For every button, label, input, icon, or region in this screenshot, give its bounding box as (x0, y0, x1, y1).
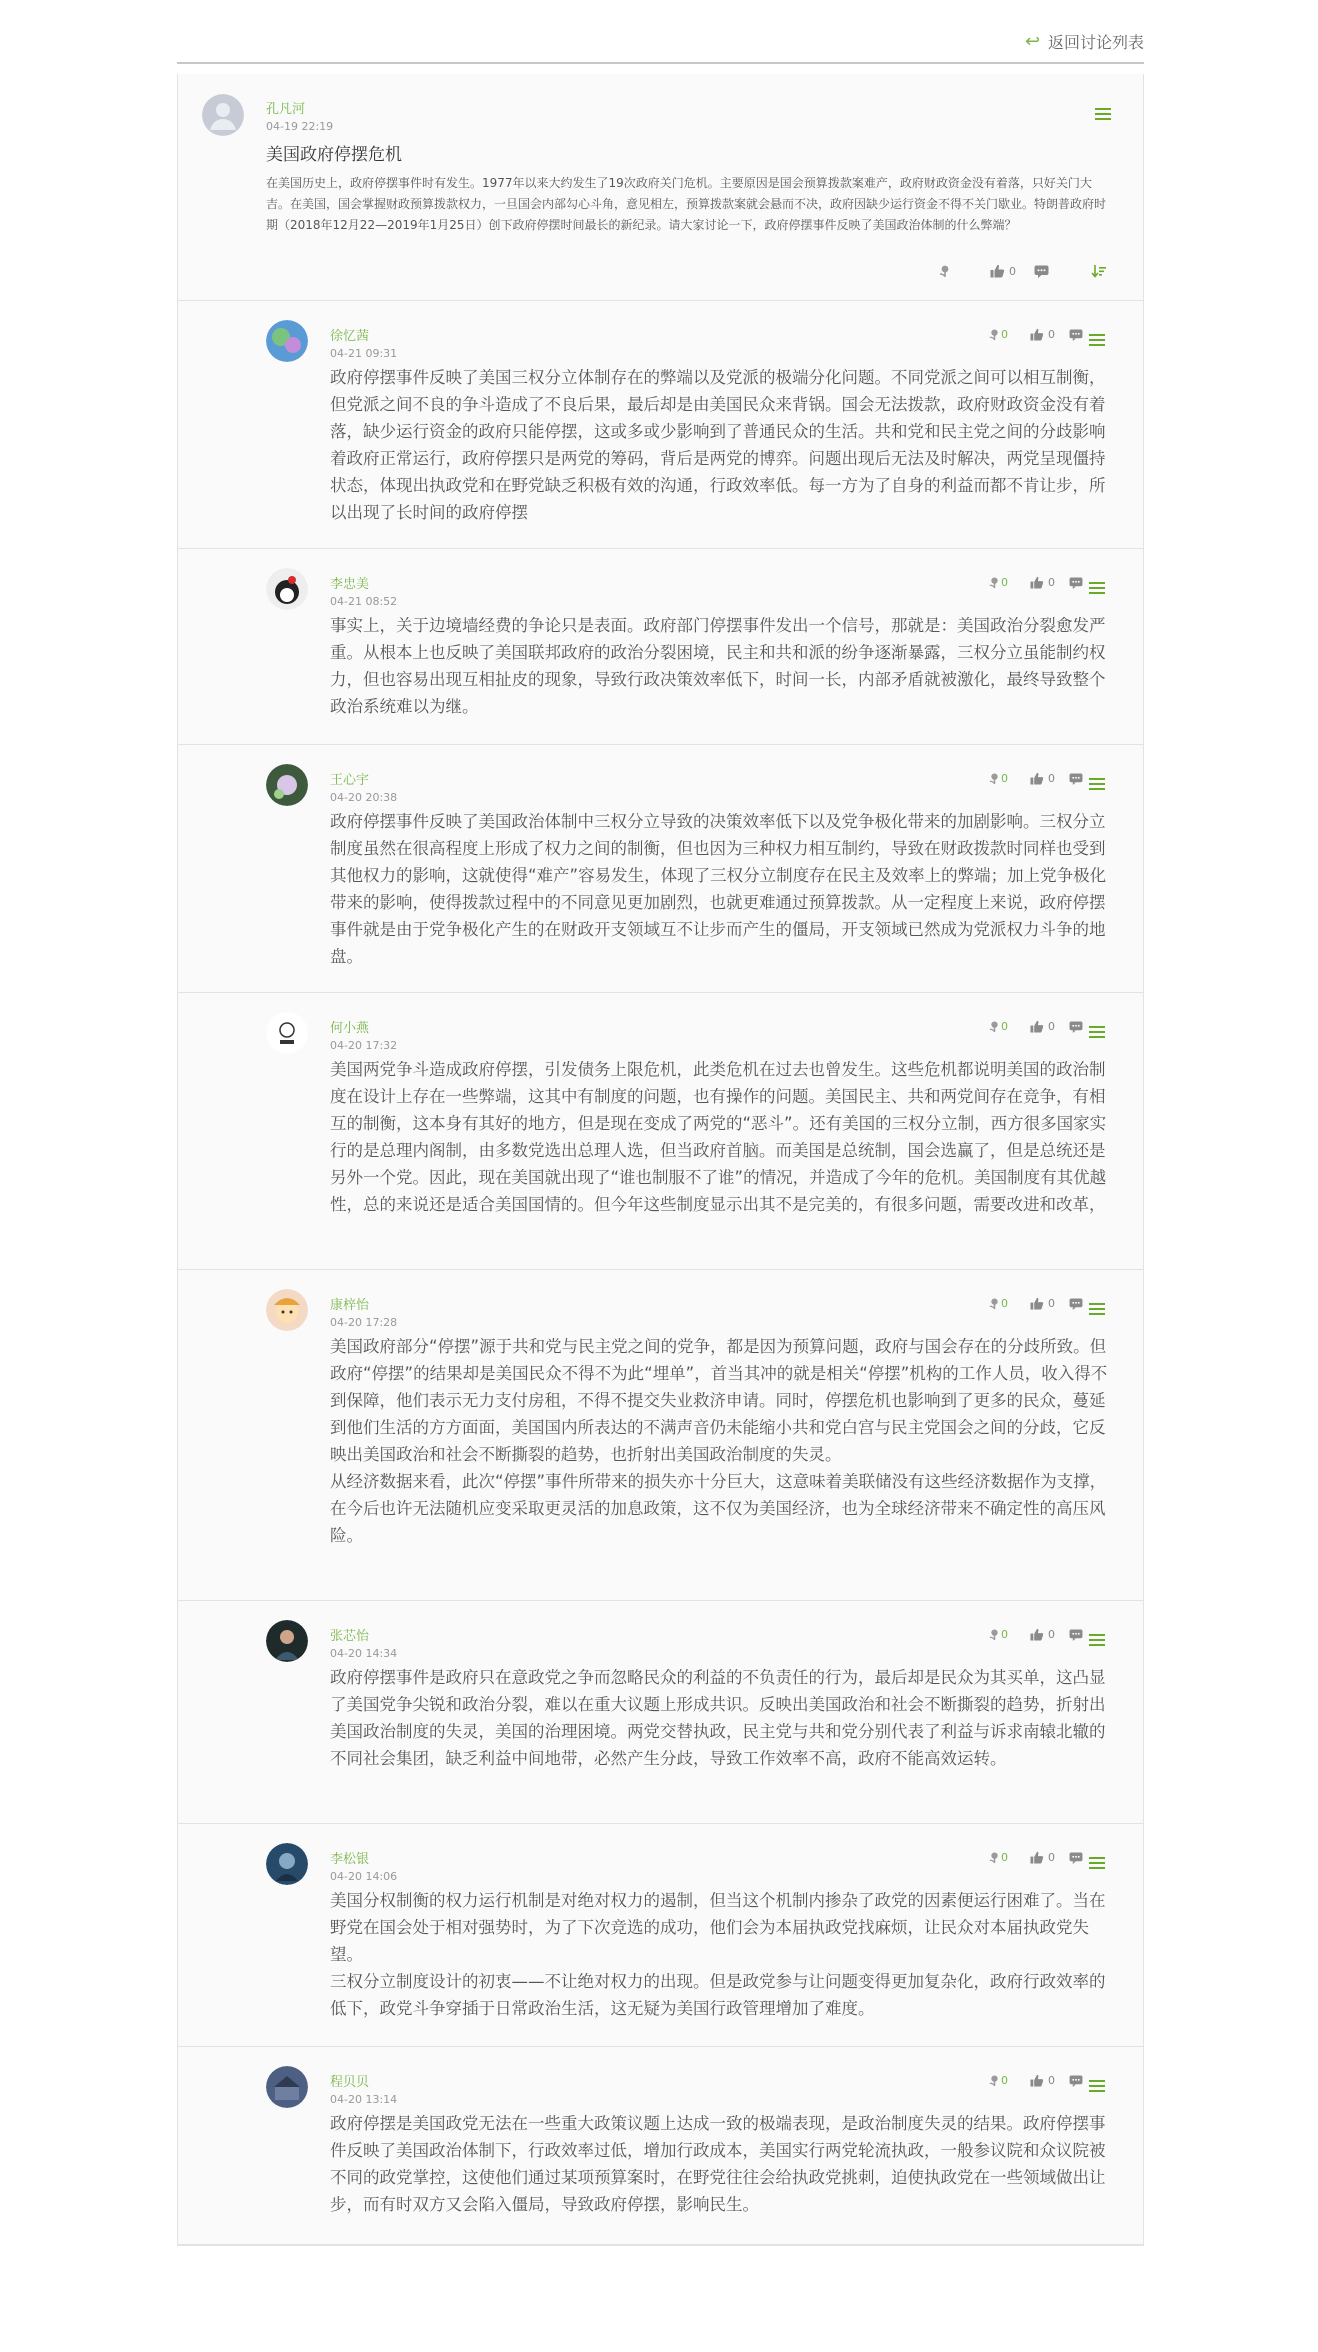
reply-time: 04-20 14:34 (330, 1647, 398, 1660)
back-to-list-link[interactable] (1025, 30, 1144, 53)
avatar[interactable] (202, 94, 244, 136)
flower-count: 0 (1001, 1851, 1008, 1864)
flower-icon (988, 328, 1001, 341)
page (177, 0, 1144, 2246)
comment-button[interactable] (1069, 773, 1083, 785)
reply-paragraph: 从经济数据来看，此次“停摆”事件所带来的损失亦十分巨大，这意味着美联储没有这些经济数据作为支撑，在今后也许无法随机应变采取更灵活的加息政策，这不仅为美国经济，也为全球经济带来不确定性的高压风险。 (330, 1472, 1107, 1545)
reply-actions (988, 772, 1083, 785)
reply-author[interactable]: 何小燕 (330, 1021, 370, 1036)
reply-body (330, 2110, 1117, 2218)
thumbs-up-icon (1030, 576, 1044, 589)
reply-paragraph: 政府停摆事件是政府只在意政党之争而忽略民众的利益的不负责任的行为，最后却是民众为其买单，这凸显了美国党争尖锐和政治分裂，难以在重大议题上形成共识。反映出美国政治和社会不断撕裂的趋势，折射出美国政治制度的失灵，美国的治理困境。两党交替执政，民主党与共和党分别代表了利益与诉求南辕北辙的不同社会集团，缺乏利益中间地带，必然产生分歧，导致工作效率不高，政府不能高效运转。 (330, 1668, 1106, 1768)
avatar[interactable] (266, 1620, 308, 1662)
reply-list (178, 301, 1143, 2245)
comment-icon (1069, 577, 1083, 589)
sort-button[interactable] (1091, 264, 1107, 278)
reply-time: 04-20 17:32 (330, 1039, 398, 1052)
reply-paragraph: 事实上，关于边境墙经费的争论只是表面。政府部门停摆事件发出一个信号，那就是：美国政治分裂愈发严重。从根本上也反映了美国联邦政府的政治分裂困境，民主和共和派的纷争逐渐暴露，三权分立虽能制约权力，但也容易出现互相扯皮的现象，导致行政决策效率低下，时间一长，内部矛盾就被激化，最终导致整个政治系统难以为继。 (330, 616, 1106, 716)
thumbs-up-icon (1030, 1297, 1044, 1310)
reply-actions (988, 1020, 1083, 1033)
reply-time: 04-20 13:14 (330, 2093, 398, 2106)
like-count: 0 (1048, 1628, 1055, 1641)
like-button[interactable] (1030, 772, 1055, 785)
comment-button[interactable] (1069, 329, 1083, 341)
flower-icon (988, 1851, 1001, 1864)
like-button[interactable] (1030, 2074, 1055, 2087)
reply-actions (988, 1297, 1083, 1310)
like-count: 0 (1048, 772, 1055, 785)
reply-author[interactable]: 徐忆茜 (330, 329, 370, 344)
reply-menu-icon[interactable] (1089, 778, 1105, 790)
like-count: 0 (1048, 576, 1055, 589)
reply-author[interactable]: 张芯怡 (330, 1629, 370, 1644)
comment-button[interactable] (1069, 1021, 1083, 1033)
flower-button[interactable] (988, 1020, 1008, 1033)
reply-actions (988, 328, 1083, 341)
reply-body (330, 1887, 1117, 2022)
reply-post (178, 1601, 1143, 1824)
flower-count: 0 (1001, 1297, 1008, 1310)
flower-count: 0 (1001, 772, 1008, 785)
comment-button[interactable] (1069, 2075, 1083, 2087)
flower-button[interactable] (988, 2074, 1008, 2087)
like-count: 0 (1009, 264, 1016, 278)
reply-actions (988, 2074, 1083, 2087)
like-count: 0 (1048, 1297, 1055, 1310)
reply-actions (988, 1851, 1083, 1864)
like-count: 0 (1048, 1851, 1055, 1864)
comment-button[interactable] (1034, 265, 1049, 278)
reply-paragraph: 政府停摆事件反映了美国政治体制中三权分立导致的决策效率低下以及党争极化带来的加剧影响。三权分立制度虽然在很高程度上形成了权力之间的制衡，但也因为三种权力相互制约，导致在财政拨款时同样也受到其他权力的影响，这就使得“难产”容易发生，体现了三权分立制度存在民主及效率上的弊端；加上党争极化带来的影响，使得拨款过程中的不同意见更加剧烈，也就更难通过预算拨款。从一定程度上来说，政府停摆事件就是由于党争极化产生的在财政开支领域互不让步而产生的僵局，开支领域已然成为党派权力斗争的地盘。 (330, 812, 1107, 966)
flower-icon (988, 1628, 1001, 1641)
avatar[interactable] (266, 764, 308, 806)
reply-body (330, 1333, 1117, 1549)
thumbs-up-icon (1030, 1020, 1044, 1033)
reply-post (178, 745, 1143, 993)
reply-body (330, 364, 1117, 526)
flower-icon (988, 576, 1001, 589)
comment-icon (1069, 1629, 1083, 1641)
comment-icon (1069, 1298, 1083, 1310)
reply-menu-icon[interactable] (1089, 2080, 1105, 2092)
thumbs-up-icon (1030, 328, 1044, 341)
reply-author[interactable]: 王心宇 (330, 773, 370, 788)
reply-menu-icon[interactable] (1089, 334, 1105, 346)
flower-icon (988, 1020, 1001, 1033)
user-avatar-image (266, 1289, 308, 1331)
comment-icon (1069, 1852, 1083, 1864)
reply-post (178, 301, 1143, 549)
flower-count: 0 (1001, 328, 1008, 341)
flower-button[interactable] (988, 1297, 1008, 1310)
reply-author[interactable]: 李忠美 (330, 577, 370, 592)
comment-icon (1034, 265, 1049, 278)
like-button[interactable] (1030, 1297, 1055, 1310)
comment-button[interactable] (1069, 1298, 1083, 1310)
reply-menu-icon[interactable] (1089, 1857, 1105, 1869)
topic-author[interactable]: 孔凡河 (266, 102, 306, 117)
like-button[interactable] (1030, 328, 1055, 341)
like-count: 0 (1048, 2074, 1055, 2087)
flower-button[interactable] (988, 328, 1008, 341)
thumbs-up-icon (1030, 772, 1044, 785)
user-avatar-image (266, 764, 308, 806)
reply-paragraph: 政府停摆是美国政党无法在一些重大政策议题上达成一致的极端表现，是政治制度失灵的结果。政府停摆事件反映了美国政治体制下，行政效率过低，增加行政成本，美国实行两党轮流执政，一般参议院和众议院被不同的政党掌控，这使他们通过某项预算案时，在野党往往会给执政党挑刺，迫使执政党在一些领域做出让步，而有时双方又会陷入僵局，导致政府停摆，影响民生。 (330, 2114, 1106, 2214)
reply-post (178, 1270, 1143, 1601)
comment-icon (1069, 2075, 1083, 2087)
flower-count: 0 (1001, 1020, 1008, 1033)
flower-icon (988, 772, 1001, 785)
reply-paragraph: 三权分立制度设计的初衷——不让绝对权力的出现。但是政党参与让问题变得更加复杂化，政府行政效率的低下，政党斗争穿插于日常政治生活，这无疑为美国行政管理增加了难度。 (330, 1972, 1106, 2018)
like-button[interactable] (1030, 576, 1055, 589)
user-avatar-image (266, 1012, 308, 1054)
comment-icon (1069, 773, 1083, 785)
like-button[interactable] (1030, 1020, 1055, 1033)
user-avatar-image (266, 1843, 308, 1885)
thumbs-up-icon (1030, 2074, 1044, 2087)
reply-post (178, 549, 1143, 745)
flower-count: 0 (1001, 2074, 1008, 2087)
topic-body: 在美国历史上，政府停摆事件时有发生。1977年以来大约发生了19次政府关门危机。主要原因是国会预算拨款案难产，政府财政资金没有着落，只好关门大吉。在美国，国会掌握财政预算拨款权力，一旦国会内部勾心斗角，意见相左，预算拨款案就会悬而不决，政府因缺少运行资金不得不关门歇业。特朗普政府时期（2018年12月22—2019年1月25日）创下政府停摆时间最长的新纪录。请大家讨论一下，政府停摆事件反映了美国政治体制的什么弊端？ (266, 176, 1107, 232)
default-avatar-icon (202, 94, 244, 136)
reply-body (330, 612, 1117, 720)
avatar[interactable] (266, 1843, 308, 1885)
reply-post (178, 2047, 1143, 2245)
avatar[interactable] (266, 320, 308, 362)
topic-post (178, 74, 1143, 301)
reply-paragraph: 美国政府部分“停摆”源于共和党与民主党之间的党争，都是因为预算问题，政府与国会存在的分歧所致。但政府“停摆”的结果却是美国民众不得不为此“埋单”，首当其冲的就是相关“停摆”机构的工作人员，收入得不到保障，他们表示无力支付房租，不得不提交失业救济申请。同时，停摆危机也影响到了更多的民众，蔓延到他们生活的方方面面，美国国内所表达的不满声音仍未能缩小共和党白宫与民主党国会之间的分歧，它反映出美国政治和社会不断撕裂的趋势，也折射出美国政治制度的失灵。 (330, 1337, 1108, 1464)
reply-time: 04-20 20:38 (330, 791, 398, 804)
user-avatar-image (266, 1620, 308, 1662)
user-avatar-image (266, 320, 308, 362)
like-count: 0 (1048, 328, 1055, 341)
avatar[interactable] (266, 568, 308, 610)
flower-count: 0 (1001, 1628, 1008, 1641)
flower-icon (988, 1297, 1001, 1310)
reply-body (330, 1056, 1117, 1218)
thumbs-up-icon (990, 264, 1005, 278)
comment-button[interactable] (1069, 1629, 1083, 1641)
reply-time: 04-21 08:52 (330, 595, 398, 608)
like-button[interactable] (1030, 1628, 1055, 1641)
topic-menu-icon[interactable] (1095, 108, 1111, 120)
reply-author[interactable]: 程贝贝 (330, 2075, 370, 2090)
avatar[interactable] (266, 1289, 308, 1331)
reply-actions (988, 1628, 1083, 1641)
top-bar (177, 0, 1144, 64)
like-button[interactable] (1030, 1851, 1055, 1864)
comment-button[interactable] (1069, 1852, 1083, 1864)
like-count: 0 (1048, 1020, 1055, 1033)
reply-paragraph: 美国两党争斗造成政府停摆，引发债务上限危机，此类危机在过去也曾发生。这些危机都说明美国的政治制度在设计上存在一些弊端，这其中有制度的问题，也有操作的问题。美国民主、共和两党间存在竞争，有相互的制衡，这本身有其好的地方，但是现在变成了两党的“恶斗”。还有美国的三权分立制，西方很多国家实行的是总理内阁制，由多数党选出总理人选，但当政府首脑。而美国是总统制，国会选赢了，但是总统还是另外一个党。因此，现在美国就出现了“谁也制服不了谁”的情况，并造成了今年的危机。美国制度有其优越性，总的来说还是适合美国国情的。但今年这些制度显示出其不是完美的，有很多问题，需要改进和改革， (330, 1060, 1107, 1214)
flower-button[interactable] (988, 1851, 1008, 1864)
reply-paragraph: 政府停摆事件反映了美国三权分立体制存在的弊端以及党派的极端分化问题。不同党派之间可以相互制衡，但党派之间不良的争斗造成了不良后果，最后却是由美国民众来背锅。国会无法拨款，政府财政资金没有着落，缺少运行资金的政府只能停摆，这或多或少影响到了普通民众的生活。共和党和民主党之间的分歧影响着政府正常运行，政府停摆只是两党的筹码，背后是两党的博弈。问题出现后无法及时解决，两党呈现僵持状态，体现出执政党和在野党缺乏积极有效的沟通，行政效率低。每一方为了自身的利益而都不肯让步，所以出现了长时间的政府停摆 (330, 368, 1106, 522)
reply-post (178, 993, 1143, 1270)
topic-title: 美国政府停摆危机 (266, 145, 402, 165)
reply-body (330, 1664, 1117, 1772)
user-avatar-image (266, 2066, 308, 2108)
back-label: 返回讨论列表 (1047, 33, 1144, 52)
like-button[interactable] (990, 264, 1016, 278)
reply-time: 04-20 17:28 (330, 1316, 398, 1329)
reply-menu-icon[interactable] (1089, 1026, 1105, 1038)
flower-button[interactable] (938, 264, 952, 278)
reply-author[interactable]: 李松银 (330, 1852, 370, 1867)
reply-actions (988, 576, 1083, 589)
flower-icon (938, 264, 952, 278)
reply-time: 04-21 09:31 (330, 347, 398, 360)
avatar[interactable] (266, 1012, 308, 1054)
flower-icon (988, 2074, 1001, 2087)
comment-icon (1069, 1021, 1083, 1033)
reply-post (178, 1824, 1143, 2047)
thumbs-up-icon (1030, 1851, 1044, 1864)
reply-author[interactable]: 康梓怡 (330, 1298, 370, 1313)
avatar[interactable] (266, 2066, 308, 2108)
reply-menu-icon[interactable] (1089, 1634, 1105, 1646)
comment-icon (1069, 329, 1083, 341)
sort-down-icon (1091, 264, 1107, 278)
flower-count: 0 (1001, 576, 1008, 589)
reply-menu-icon[interactable] (1089, 1303, 1105, 1315)
discussion-board (177, 74, 1144, 2246)
flower-button[interactable] (988, 576, 1008, 589)
back-arrow-icon: ↪ (1024, 31, 1040, 52)
reply-time: 04-20 14:06 (330, 1870, 398, 1883)
comment-button[interactable] (1069, 577, 1083, 589)
thumbs-up-icon (1030, 1628, 1044, 1641)
reply-menu-icon[interactable] (1089, 582, 1105, 594)
topic-time: 04-19 22:19 (266, 120, 334, 133)
flower-button[interactable] (988, 1628, 1008, 1641)
reply-body (330, 808, 1117, 970)
user-avatar-image (266, 568, 308, 610)
topic-actions (938, 264, 1107, 278)
flower-button[interactable] (988, 772, 1008, 785)
reply-paragraph: 美国分权制衡的权力运行机制是对绝对权力的遏制，但当这个机制内掺杂了政党的因素便运行困难了。当在野党在国会处于相对强势时，为了下次竞选的成功，他们会为本届执政党找麻烦，让民众对本届执政党失望。 (330, 1891, 1106, 1964)
